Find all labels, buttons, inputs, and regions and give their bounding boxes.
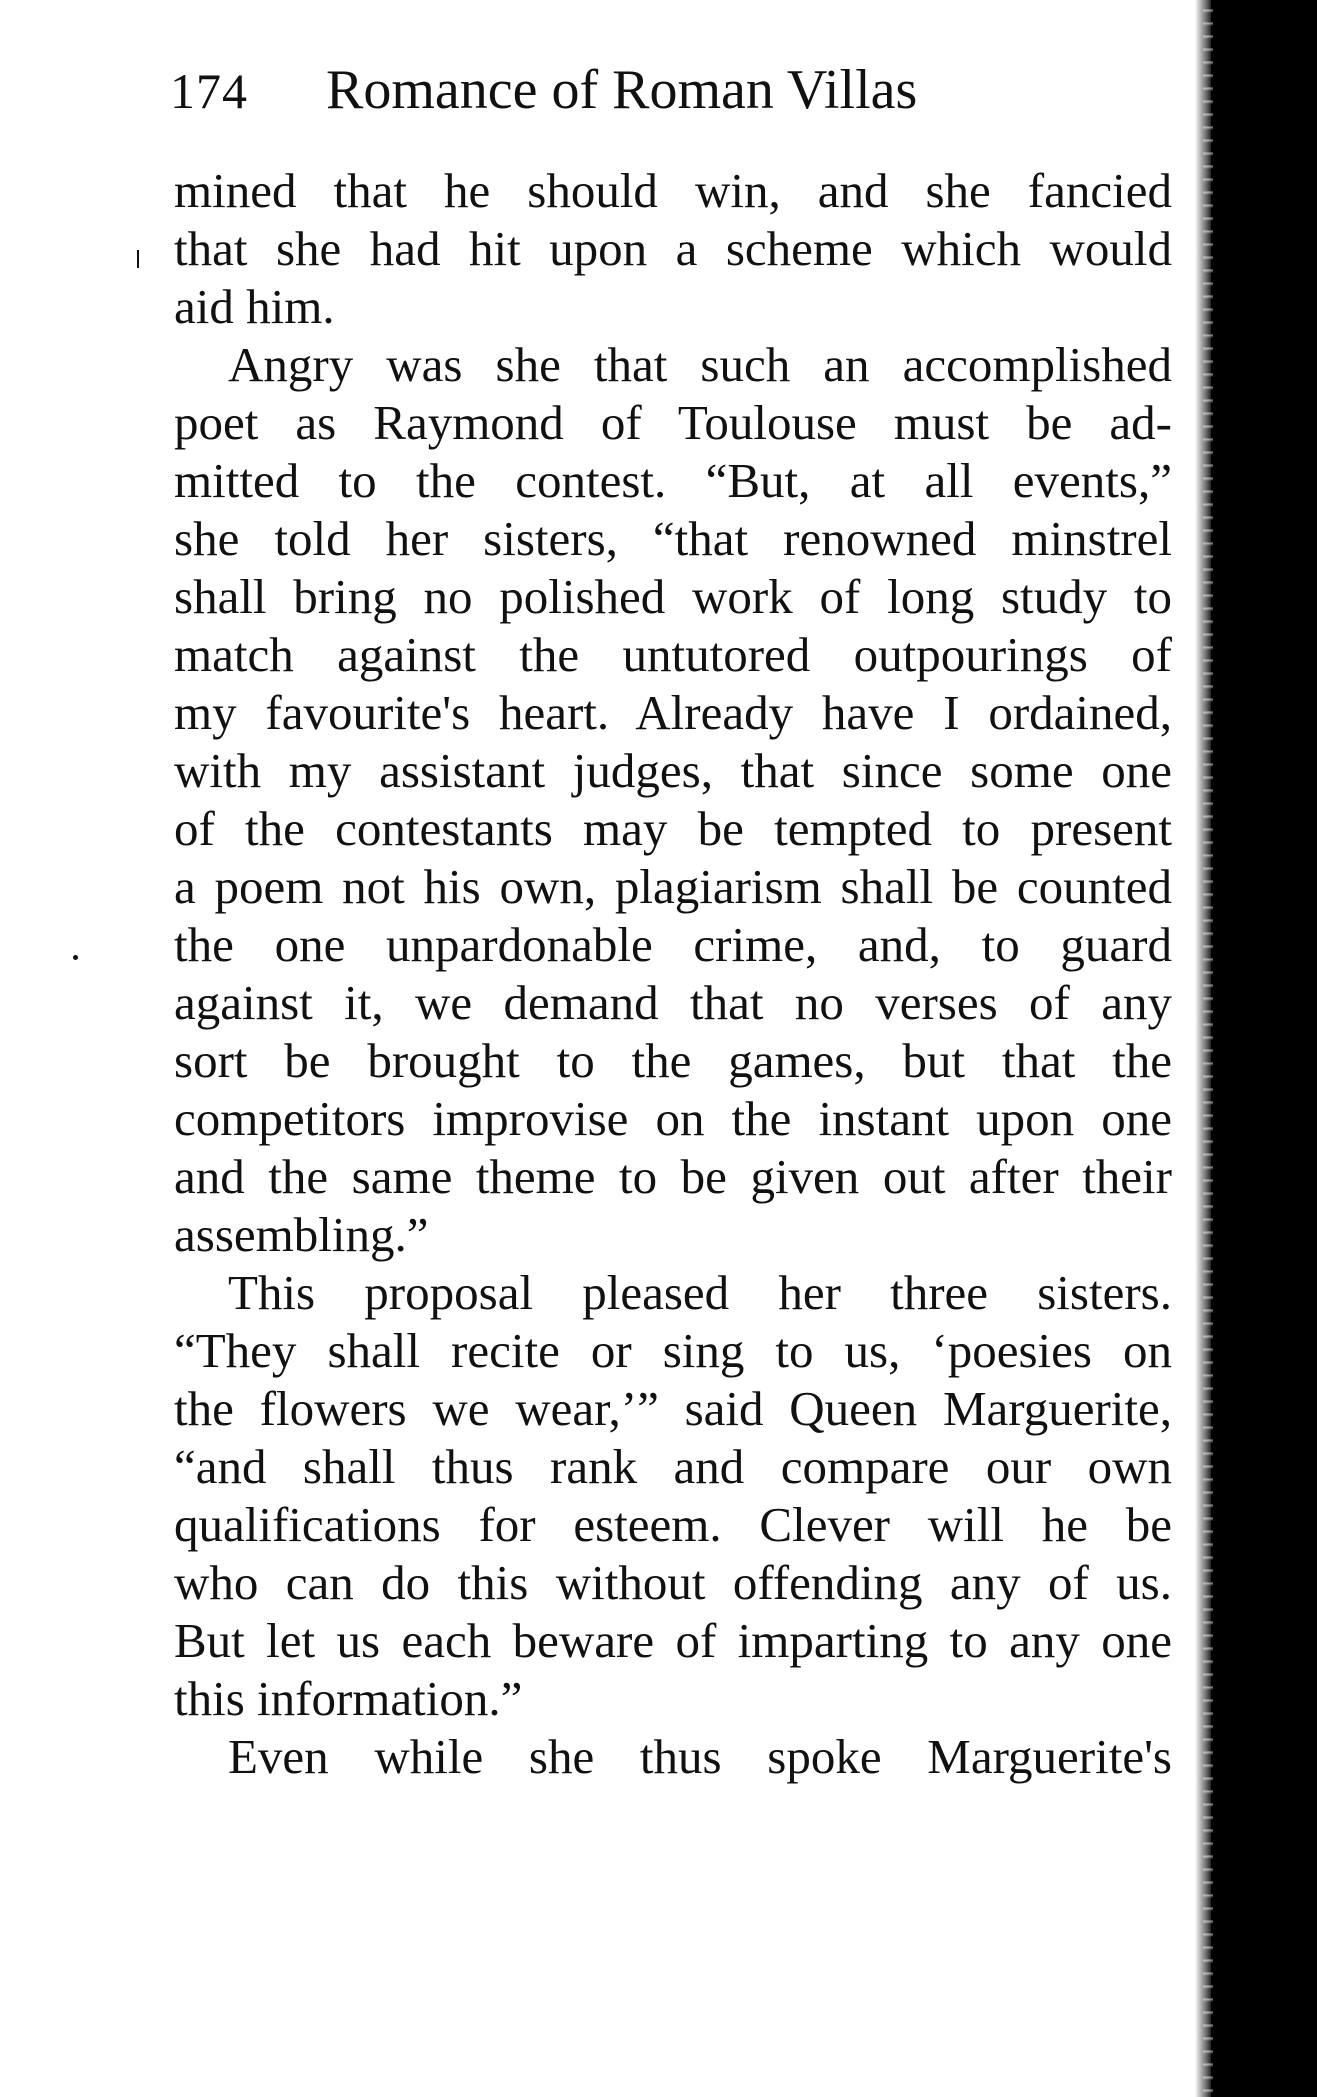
- text-line: the flowers we wear,’” said Queen Marguerite,: [174, 1381, 1172, 1436]
- text-line: who can do this without offending any of us.: [174, 1555, 1172, 1610]
- text-line: poet as Raymond of Toulouse must be ad-: [174, 395, 1172, 450]
- text-line: “and shall thus rank and compare our own: [174, 1439, 1172, 1494]
- text-line: This proposal pleased her three sisters.: [228, 1265, 1172, 1320]
- text-line: mined that he should win, and she fancied: [174, 163, 1172, 218]
- margin-mark: [137, 250, 139, 268]
- binding-shadow: [1211, 0, 1317, 2097]
- text-line: competitors improvise on the instant upon one: [174, 1091, 1172, 1146]
- text-line: “They shall recite or sing to us, ‘poesies on: [174, 1323, 1172, 1378]
- running-title: Romance of Roman Villas: [326, 59, 918, 121]
- text-line: against it, we demand that no verses of any: [174, 975, 1172, 1030]
- text-line: But let us each beware of imparting to any one: [174, 1613, 1172, 1668]
- body-text: [174, 162, 1172, 1786]
- text-line: Angry was she that such an accomplished: [228, 337, 1172, 392]
- text-line: a poem not his own, plagiarism shall be counted: [174, 859, 1172, 914]
- page-number: 174: [170, 63, 248, 119]
- text-line: Even while she thus spoke Marguerite's: [228, 1729, 1172, 1784]
- text-line: she told her sisters, “that renowned minstrel: [174, 511, 1172, 566]
- text-line: my favourite's heart. Already have I ordained,: [174, 685, 1172, 740]
- text-line: sort be brought to the games, but that the: [174, 1033, 1172, 1088]
- text-line: mitted to the contest. “But, at all events,”: [174, 453, 1172, 508]
- text-line: the one unpardonable crime, and, to guard: [174, 917, 1172, 972]
- text-line: match against the untutored outpourings of: [174, 627, 1172, 682]
- running-head: [170, 50, 1170, 130]
- text-line: shall bring no polished work of long study to: [174, 569, 1172, 624]
- text-line: this information.”: [174, 1671, 523, 1726]
- margin-dot: [73, 955, 78, 960]
- text-line: assembling.”: [174, 1207, 429, 1262]
- text-line: and the same theme to be given out after their: [174, 1149, 1172, 1204]
- text-line: aid him.: [174, 279, 335, 334]
- text-line: of the contestants may be tempted to present: [174, 801, 1172, 856]
- text-line: qualifications for esteem. Clever will he be: [174, 1497, 1172, 1552]
- text-line: with my assistant judges, that since some one: [174, 743, 1172, 798]
- text-line: that she had hit upon a scheme which would: [174, 221, 1172, 276]
